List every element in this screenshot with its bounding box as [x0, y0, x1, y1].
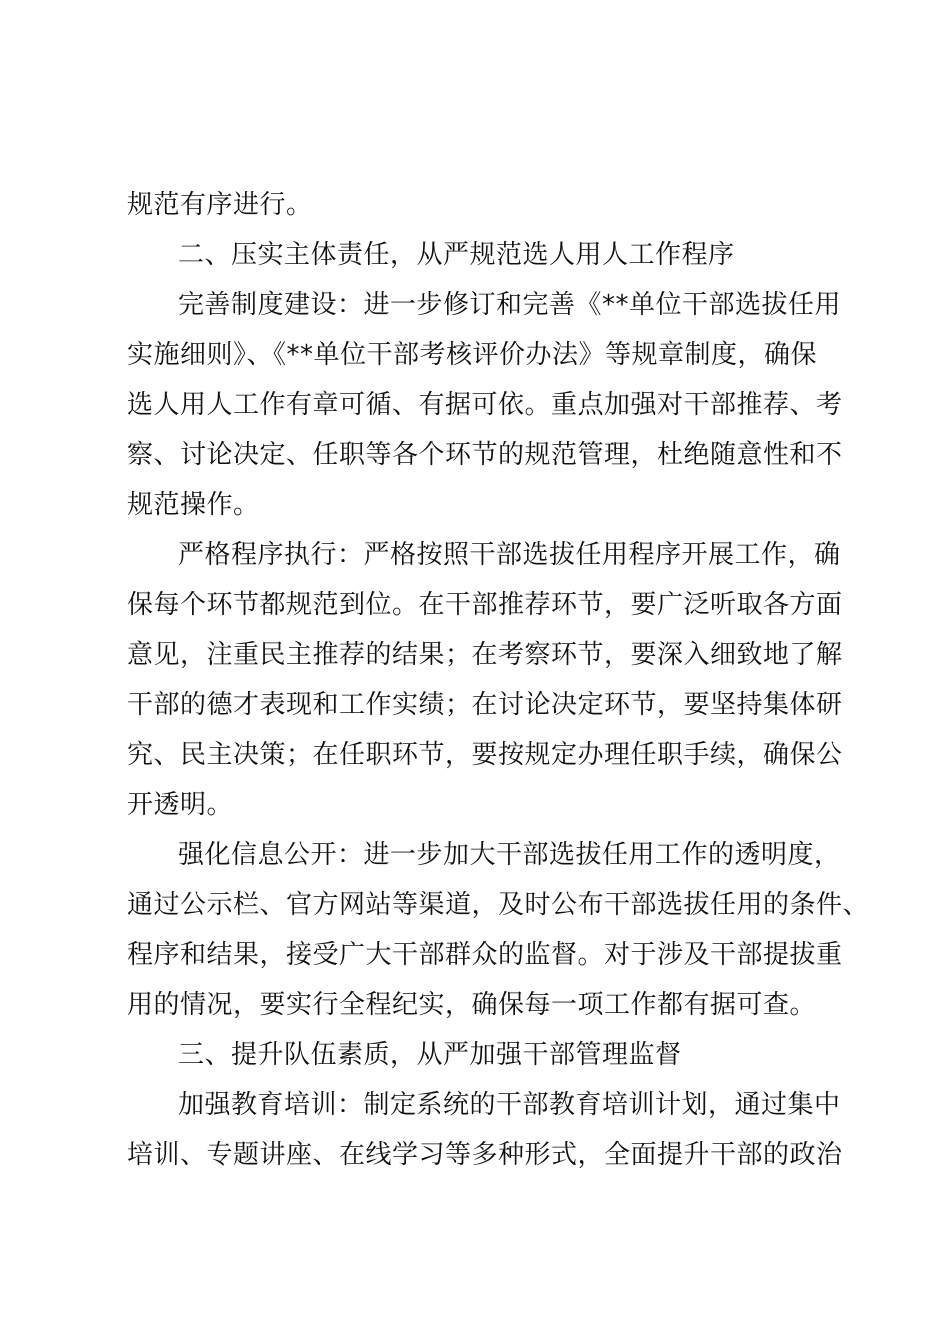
paragraph-line: 实施细则》、《**单位干部考核评价办法》等规章制度，确保	[127, 340, 818, 370]
paragraph-line: 培训、专题讲座、在线学习等多种形式，全面提升干部的政治	[127, 1140, 843, 1170]
paragraph-line: 程序和结果，接受广大干部群众的监督。对于涉及干部提拔重	[127, 940, 843, 970]
paragraph-line: 究、民主决策；在任职环节，要按规定办理任职手续，确保公	[127, 740, 843, 770]
paragraph-line: 保每个环节都规范到位。在干部推荐环节，要广泛听取各方面	[127, 590, 843, 620]
paragraph-line: 意见，注重民主推荐的结果；在考察环节，要深入细致地了解	[127, 640, 843, 670]
paragraph-line: 强化信息公开：进一步加大干部选拔任用工作的透明度，	[178, 840, 841, 870]
paragraph-line: 用的情况，要实行全程纪实，确保每一项工作都有据可查。	[127, 990, 817, 1020]
paragraph-line: 规范操作。	[127, 490, 260, 520]
paragraph-line: 选人用人工作有章可循、有据可依。重点加强对干部推荐、考	[127, 390, 843, 420]
paragraph-line: 完善制度建设：进一步修订和完善《**单位干部选拔任用	[178, 290, 842, 320]
section-heading: 三、提升队伍素质，从严加强干部管理监督	[178, 1040, 682, 1070]
paragraph-line: 开透明。	[127, 790, 234, 820]
paragraph-line: 察、讨论决定、任职等各个环节的规范管理，杜绝随意性和不	[127, 440, 843, 470]
paragraph-line: 规范有序进行。	[127, 190, 313, 220]
paragraph-line: 严格程序执行：严格按照干部选拔任用程序开展工作，确	[178, 540, 841, 570]
paragraph-line: 干部的德才表现和工作实绩；在讨论决定环节，要坚持集体研	[127, 690, 843, 720]
section-heading: 二、压实主体责任，从严规范选人用人工作程序	[178, 240, 735, 270]
paragraph-line: 加强教育培训：制定系统的干部教育培训计划，通过集中	[178, 1090, 841, 1120]
paragraph-line: 通过公示栏、官方网站等渠道，及时公布干部选拔任用的条件、	[127, 890, 870, 920]
